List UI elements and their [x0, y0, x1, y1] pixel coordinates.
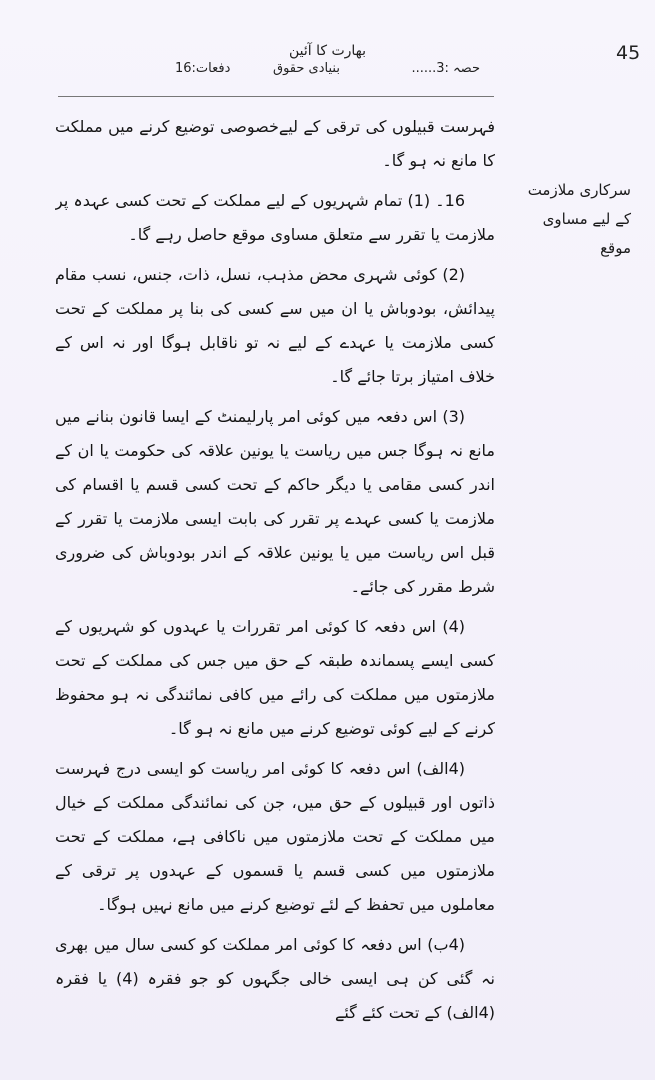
margin-note: سرکاری ملازمت کے لیے مساوی موقع — [527, 181, 631, 257]
paragraph-16-4b: (4ب) اس دفعہ کا کوئی امر مملکت کو کسی سال میں بھری نہ گئی کن ہی ایسی خالی جگہوں کو جو فقرہ (4) یا فقرہ (4الف) کے تحت کئے گئے — [55, 935, 495, 1022]
header-details — [175, 61, 480, 81]
section-label: حصہ :3...... — [411, 61, 480, 76]
paragraph-continuation: فہرست قبیلوں کی ترقی کے لیےخصوصی توضیع کرنے میں مملکت کا مانع نہ ہو گا۔ — [55, 117, 495, 170]
chapter-title: بنیادی حقوق — [273, 61, 340, 76]
page-number: 45 — [616, 42, 641, 64]
paragraph-16-1: 16۔ (1) تمام شہریوں کے لیے مملکت کے تحت کسی عہدہ پر ملازمت یا تقرر سے متعلق مساوی موقع حاصل رہے گا۔ — [55, 191, 495, 244]
paragraph-16-4a: (4الف) اس دفعہ کا کوئی امر ریاست کو ایسی درج فہرست ذاتوں اور قبیلوں کے حق میں، جن کی نمائندگی مملکت کے خیال میں مملکت کے تحت ملازمتوں میں ناکافی ہے، مملکت کے تحت ملازمتوں میں کسی قسم یا قسموں کے عہدوں پر ترقی کے معاملوں میں تحفظ کے لئے توضیع کرنے میں مانع نہیں ہوگا۔ — [55, 759, 495, 914]
article-text — [55, 110, 495, 1040]
running-header — [175, 42, 480, 81]
paragraph-16-3: (3) اس دفعہ میں کوئی امر پارلیمنٹ کے ایسا قانون بنانے میں مانع نہ ہوگا جس میں ریاست یا یونین علاقہ کی حکومت یا ان کے اندر کسی مقامی یا دیگر حاکم کے تحت کسی قسم یا اقسام کی ملازمت یا کسی عہدے پر تقرر کی بابت ایسی ملازمت یا تقرر کے قبل اس ریاست میں یا یونین علاقہ کے اندر بودوباش کی ضروری شرط مقرر کی جائے۔ — [55, 407, 495, 596]
paragraph-16-2: (2) کوئی شہری محض مذہب، نسل، ذات، جنس، نسب مقام پیدائش، بودوباش یا ان میں سے کسی کی بنا پر مملکت کے تحت کسی ملازمت یا عہدے کے لیے نہ تو ناقابل ہوگا اور نہ اس کے خلاف امتیاز برتا جائے گا۔ — [55, 265, 495, 386]
header-divider — [58, 96, 494, 97]
book-title: بھارت کا آئین — [288, 43, 367, 59]
paragraph-16-4: (4) اس دفعہ کا کوئی امر تقررات یا عہدوں کو شہریوں کے کسی ایسے پسماندہ طبقہ کے حق میں جس کی مملکت کے تحت ملازمتوں میں مملکت کی رائے میں کافی نمائندگی نہ ہو محفوظ کرنے کے لیے کوئی توضیع کرنے میں مانع نہ ہو گا۔ — [55, 617, 495, 738]
clauses-label: دفعات:16 — [175, 61, 231, 76]
